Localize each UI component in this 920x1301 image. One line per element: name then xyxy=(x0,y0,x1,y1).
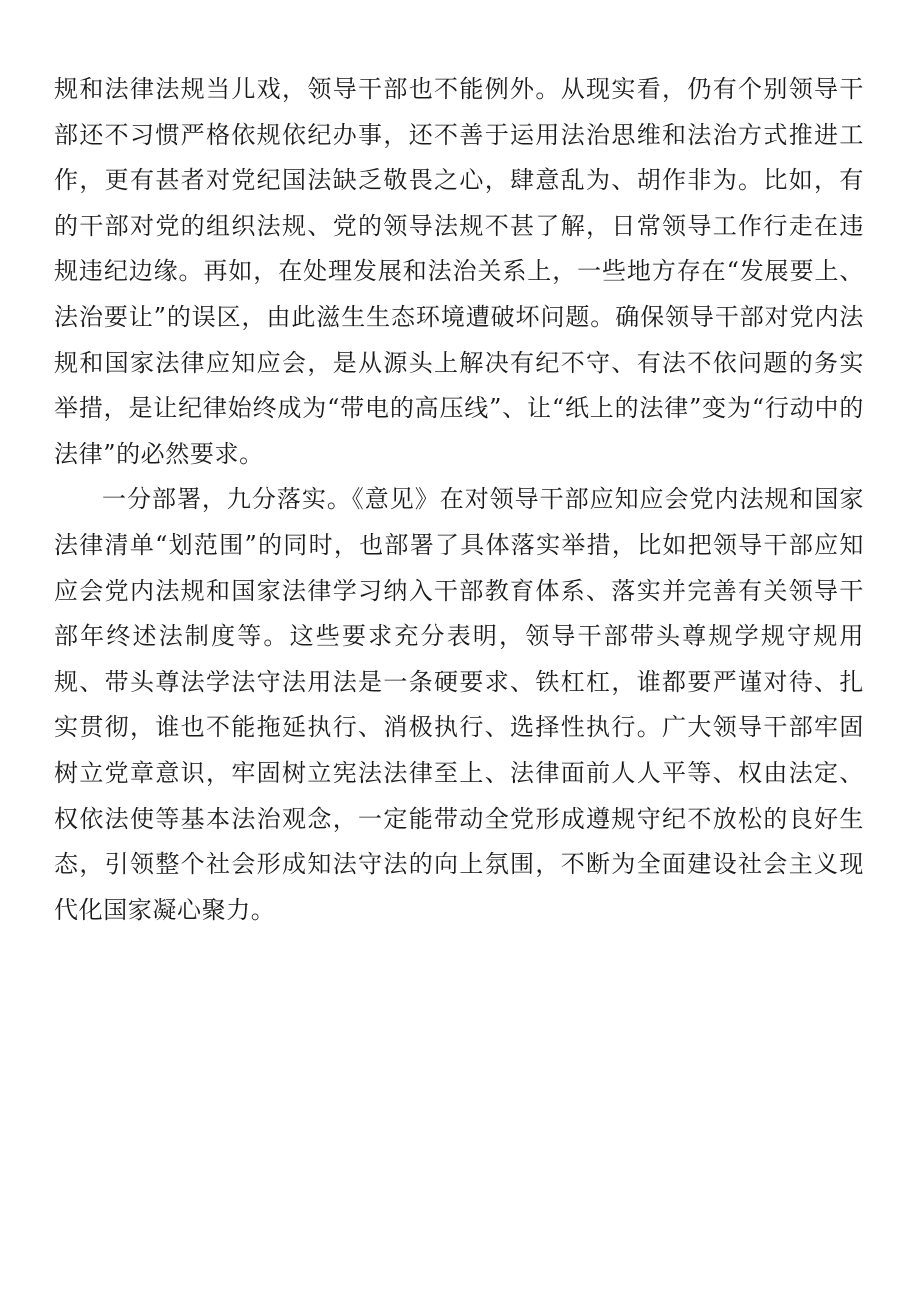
document-body xyxy=(54,67,864,933)
paragraph-2: 一分部署，九分落实。《意见》在对领导干部应知应会党内法规和国家法律清单“划范围”的同时，也部署了具体落实举措，比如把领导干部应知应会党内法规和国家法律学习纳入干部教育体系、落实并完善有关领导干部年终述法制度等。这些要求充分表明，领导干部带头尊规学规守规用规、带头尊法学法守法用法是一条硬要求、铁杠杠，谁都要严谨对待、扎实贯彻，谁也不能拖延执行、消极执行、选择性执行。广大领导干部牢固树立党章意识，牢固树立宪法法律至上、法律面前人人平等、权由法定、权依法使等基本法治观念，一定能带动全党形成遵规守纪不放松的良好生态，引领整个社会形成知法守法的向上氛围，不断为全面建设社会主义现代化国家凝心聚力。 xyxy=(54,485,864,924)
paragraph-1: 规和法律法规当儿戏，领导干部也不能例外。从现实看，仍有个别领导干部还不习惯严格依规依纪办事，还不善于运用法治思维和法治方式推进工作，更有甚者对党纪国法缺乏敬畏之心，肆意乱为、胡作非为。比如，有的干部对党的组织法规、党的领导法规不甚了解，日常领导工作行走在违规违纪边缘。再如，在处理发展和法治关系上，一些地方存在“发展要上、法治要让”的误区，由此滋生生态环境遭破坏问题。确保领导干部对党内法规和国家法律应知应会，是从源头上解决有纪不守、有法不依问题的务实举措，是让纪律始终成为“带电的高压线”、让“纸上的法律”变为“行动中的法律”的必然要求。 xyxy=(54,75,864,468)
